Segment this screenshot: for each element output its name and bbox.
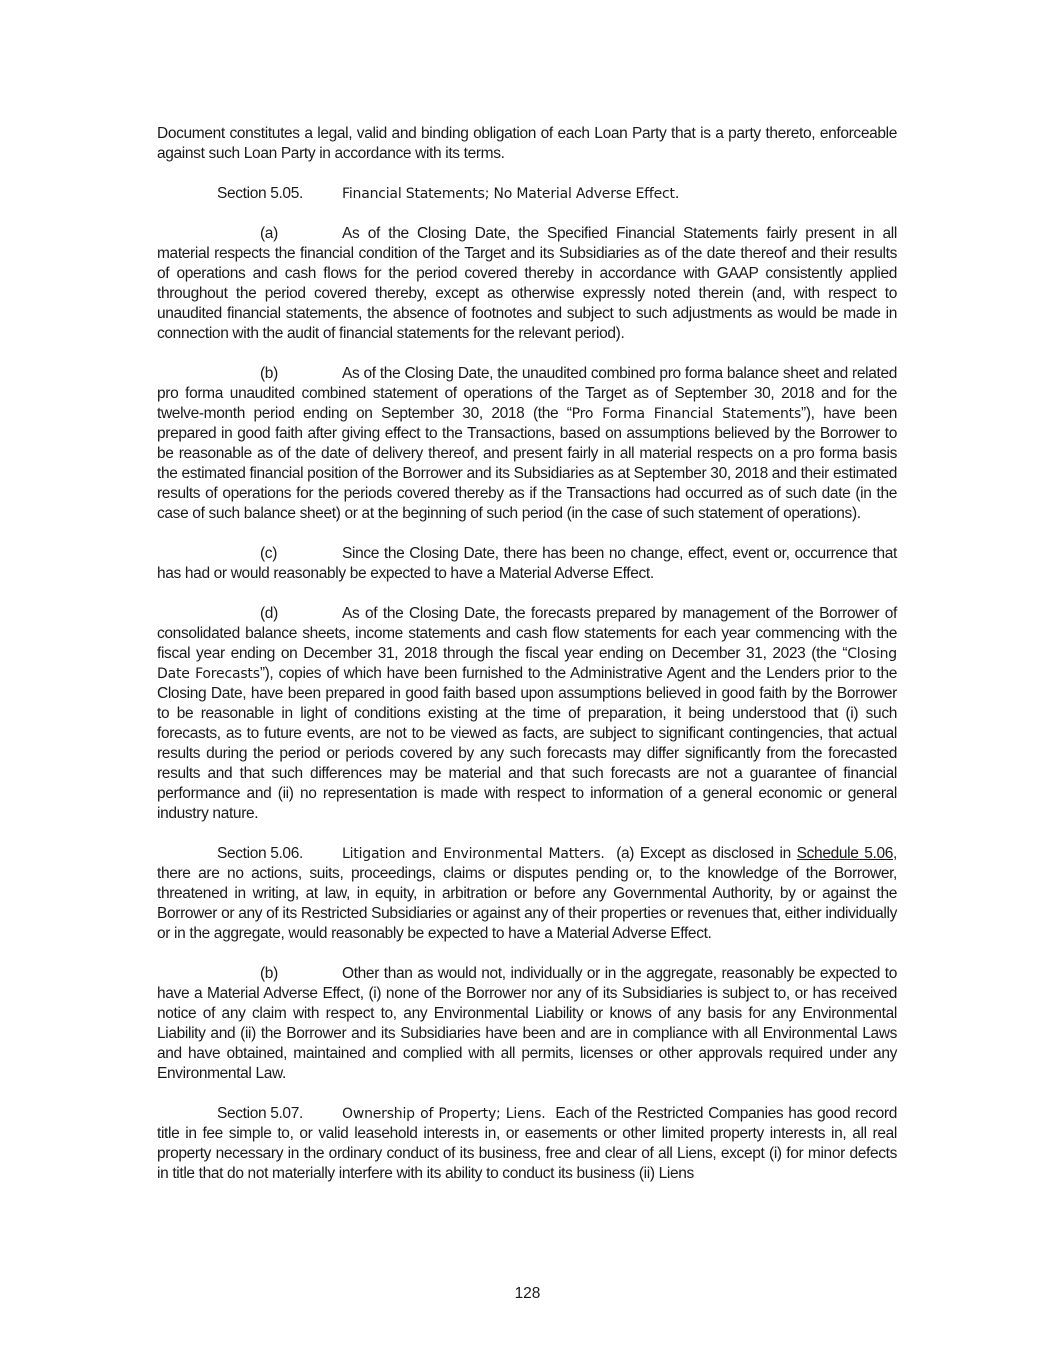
clause-c-text: Since the Closing Date, there has been no change, effect, event or, occurrence that has had or would reasonably be expected to have a Material Adverse Effect. xyxy=(157,545,897,582)
page-number: 128 xyxy=(514,1285,541,1302)
clause-c-label: (c) xyxy=(260,545,278,562)
section-5-06-title: Litigation and Environmental Matters. xyxy=(342,846,605,862)
clause-d-label: (d) xyxy=(260,605,278,622)
schedule-5-06-reference: Schedule 5.06 xyxy=(796,845,894,862)
continuation-paragraph: Document constitutes a legal, valid and binding obligation of each Loan Party that is a party thereto, enforceable against such Loan Party in accordance with its terms. xyxy=(157,125,897,162)
section-5-05-a xyxy=(157,224,897,344)
section-5-05-b xyxy=(157,364,897,524)
section-5-06-b-text: Other than as would not, individually or in the aggregate, reasonably be expected to have a Material Adverse Effect, (i) none of the Borrower nor any of its Subsidiaries is subject to, or has received notice of any claim with respect to, any Environmental Liability or knows of any basis for any Environmental Liability and (ii) the Borrower and its Subsidiaries have been and are in compliance with all Environmental Laws and have obtained, maintained and complied with all permits, licenses or other approvals required under any Environmental Law. xyxy=(157,965,897,1082)
clause-b-label: (b) xyxy=(260,365,278,382)
section-5-07-number: Section 5.07. xyxy=(217,1105,303,1122)
section-5-06-a xyxy=(157,844,897,944)
clause-a-label: (a) xyxy=(260,225,278,242)
clause-d-text-1: As of the Closing Date, the forecasts prepared by management of the Borrower of consolidated balance sheets, income statements and cash flow statements for each year commencing with the fiscal year ending on December 31, 2018 through the fiscal year ending on December 31, 2023 (the “ xyxy=(157,605,897,662)
section-5-07-text: Each of the Restricted Companies has good record title in fee simple to, or valid leasehold interests in, or easements or other limited property interests in, all real property necessary in the ordinary conduct of its business, free and clear of all Liens, except (i) for minor defects in title that do not materially interfere with its ability to conduct its business (ii) Liens xyxy=(157,1105,897,1182)
section-5-06-a-lead: (a) Except as disclosed in xyxy=(616,845,797,862)
section-5-05-c xyxy=(157,544,897,584)
document-page xyxy=(157,124,897,1204)
section-5-06-b xyxy=(157,964,897,1084)
defined-term-pro-forma: Pro Forma Financial Statements xyxy=(571,406,802,422)
section-5-07-title: Ownership of Property; Liens. xyxy=(342,1106,546,1122)
section-5-07 xyxy=(157,1104,897,1184)
section-5-05-title: Financial Statements; No Material Adverse Effect. xyxy=(342,186,680,202)
defined-term-closing-date-forecasts: Closing Date Forecasts xyxy=(157,646,897,682)
clause-b-label-506: (b) xyxy=(260,965,278,982)
clause-a-text: As of the Closing Date, the Specified Financial Statements fairly present in all material respects the financial condition of the Target and its Subsidiaries as of the date thereof and their results of operations and cash flows for the period covered thereby in accordance with GAAP consistently applied throughout the period covered thereby, except as otherwise expressly noted therein (and, with respect to unaudited financial statements, the absence of footnotes and subject to such adjustments as would be made in connection with the audit of financial statements for the relevant period). xyxy=(157,225,897,342)
section-5-05-heading xyxy=(157,184,897,204)
clause-b-text-1: As of the Closing Date, the unaudited combined pro forma balance sheet and related pro forma unaudited combined statement of operations of the Target as of September 30, 2018 and for the twelve-month period ending on September 30, 2018 (the “ xyxy=(157,365,897,422)
section-5-05-d xyxy=(157,604,897,824)
section-5-06-a-text: , there are no actions, suits, proceedings, claims or disputes pending or, to the knowledge of the Borrower, threatened in writing, at law, in equity, in arbitration or before any Governmental Authority, by or against the Borrower or any of its Restricted Subsidiaries or against any of their properties or revenues that, either individually or in the aggregate, would reasonably be expected to have a Material Adverse Effect. xyxy=(157,845,897,942)
clause-d-text-2: ”), copies of which have been furnished to the Administrative Agent and the Lenders prior to the Closing Date, have been prepared in good faith based upon assumptions believed in good faith by the Borrower to be reasonable in light of conditions existing at the time of preparation, it being understood that (i) such forecasts, as to future events, are not to be viewed as facts, are subject to significant contingencies, that actual results during the period or periods covered by any such forecasts may differ significantly from the forecasted results and that such differences may be material and that such forecasts are not a guarantee of financial performance and (ii) no representation is made with respect to information of a general economic or general industry nature. xyxy=(157,665,897,822)
section-5-05-number: Section 5.05. xyxy=(217,185,303,202)
clause-b-text-2: ”), have been prepared in good faith after giving effect to the Transactions, based on assumptions believed by the Borrower to be reasonable as of the date of delivery thereof, and present fairly in all material respects on a pro forma basis the estimated financial position of the Borrower and its Subsidiaries as at September 30, 2018 and their estimated results of operations for the periods covered thereby as if the Transactions had occurred as of such date (in the case of such balance sheet) or at the beginning of such period (in the case of such statement of operations). xyxy=(157,405,897,522)
section-5-06-number: Section 5.06. xyxy=(217,845,303,862)
